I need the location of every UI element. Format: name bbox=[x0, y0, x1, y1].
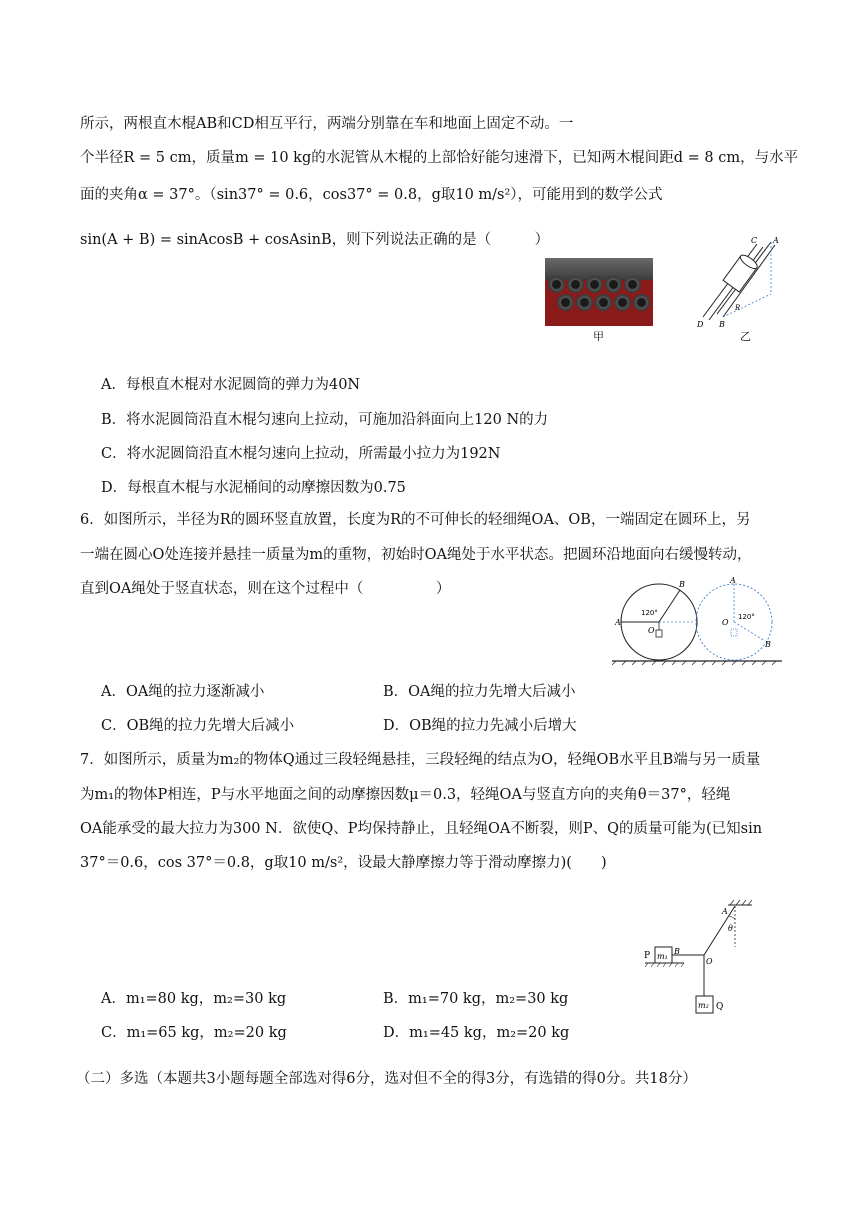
ring2-label-o: O bbox=[722, 618, 729, 627]
q6-text-line-1: 6．如图所示，半径为R的圆环竖直放置，长度为R的不可伸长的轻细绳OA、OB，一端固定在圆环上，另 bbox=[80, 512, 751, 528]
ring-angle-label: 120° bbox=[641, 609, 658, 617]
knot-label-m2: m₂ bbox=[698, 1001, 709, 1010]
q7-option-c[interactable]: C．m₁=65 kg，m₂=20 kg bbox=[101, 1025, 287, 1041]
q7-text-line-1: 7．如图所示，质量为m₂的物体Q通过三段轻绳悬挂，三段轻绳的结点为O，轻绳OB水平且B端与另一质量 bbox=[80, 752, 761, 768]
fig-b-letter-a: A bbox=[773, 236, 779, 245]
knot-label-o: O bbox=[706, 957, 713, 966]
q5-option-a[interactable]: A．每根直木棍对水泥圆筒的弹力为40N bbox=[101, 377, 361, 393]
q7-option-a[interactable]: A．m₁=80 kg，m₂=30 kg bbox=[101, 991, 287, 1007]
q7-option-b[interactable]: B．m₁=70 kg，m₂=30 kg bbox=[383, 991, 569, 1007]
fig-b-letter-r: R bbox=[735, 304, 741, 312]
q5-option-c[interactable]: C．将水泥圆筒沿直木棍匀速向上拉动，所需最小拉力为192N bbox=[101, 446, 501, 462]
ring2-label-a: A bbox=[730, 576, 736, 585]
knot-label-a: A bbox=[722, 907, 728, 916]
knot-label-p: P bbox=[644, 951, 651, 961]
ring-label-o: O bbox=[648, 626, 655, 635]
knot-label-b: B bbox=[674, 947, 680, 956]
q6-text-line-2: 一端在圆心O处连接并悬挂一质量为m的重物，初始时OA绳处于水平状态。把圆环沿地面向右缓慢转动， bbox=[80, 547, 752, 563]
q6-option-a[interactable]: A．OA绳的拉力逐渐减小 bbox=[101, 684, 265, 700]
ring-angle-label-2: 120° bbox=[738, 613, 755, 621]
q5-text-line-3: 面的夹角α = 37°。（sin37° = 0.6，cos37° = 0.8，g取10 m/s²），可能用到的数学公式 bbox=[80, 187, 663, 203]
section-heading-multiple-choice: （二）多选（本题共3小题每题全部选对得6分，选对但不全的得3分，有选错的得0分。共18分） bbox=[76, 1071, 697, 1087]
q6-option-c[interactable]: C．OB绳的拉力先增大后减小 bbox=[101, 718, 295, 734]
ring2-label-b: B bbox=[765, 640, 771, 649]
q7-text-line-2: 为m₁的物体P相连，P与水平地面之间的动摩擦因数μ＝0.3，轻绳OA与竖直方向的夹角θ＝37°，轻绳 bbox=[80, 787, 731, 803]
knot-label-q: Q bbox=[716, 1002, 724, 1012]
fig-b-letter-b: B bbox=[719, 320, 725, 329]
fig-label-yi: 乙 bbox=[740, 330, 751, 343]
q6-option-b[interactable]: B．OA绳的拉力先增大后减小 bbox=[383, 684, 576, 700]
q5-option-d[interactable]: D．每根直木棍与水泥桶间的动摩擦因数为0.75 bbox=[101, 480, 406, 496]
q5-text-line-1: 所示，两根直木棍AB和CD相互平行，两端分别靠在车和地面上固定不动。一 bbox=[80, 116, 574, 132]
q5-option-b[interactable]: B．将水泥圆筒沿直木棍匀速向上拉动，可施加沿斜面向上120 N的力 bbox=[101, 412, 549, 428]
q7-text-line-4: 37°＝0.6，cos 37°＝0.8，g取10 m/s²，设最大静摩擦力等于滑动摩擦力)( ) bbox=[80, 855, 607, 871]
q5-text-line-2: 个半径R = 5 cm，质量m = 10 kg的水泥管从木棍的上部恰好能匀速滑下，已知两木棍间距d = 8 cm，与水平 bbox=[80, 150, 799, 166]
knot-label-m1: m₁ bbox=[657, 952, 668, 961]
q6-text-line-3: 直到OA绳处于竖直状态，则在这个过程中（ ） bbox=[80, 581, 451, 597]
ring-label-a: A bbox=[615, 618, 621, 627]
q5-text-line-4: sin(A + B) = sinAcosB + cosAsinB，则下列说法正确的是（ ） bbox=[80, 232, 550, 248]
q6-option-d[interactable]: D．OB绳的拉力先减小后增大 bbox=[383, 718, 577, 734]
q7-option-d[interactable]: D．m₁=45 kg，m₂=20 kg bbox=[383, 1025, 570, 1041]
pipes-photo bbox=[545, 258, 653, 326]
fig-b-letter-c: C bbox=[751, 236, 758, 245]
pulley-knot-diagram bbox=[640, 895, 760, 1020]
fig-b-letter-d: D bbox=[697, 320, 704, 329]
fig-label-jia: 甲 bbox=[593, 330, 604, 343]
knot-label-theta: θ bbox=[728, 924, 733, 933]
q7-text-line-3: OA能承受的最大拉力为300 N．欲使Q、P均保持静止，且轻绳OA不断裂，则P、Q的质量可能为(已知sin bbox=[80, 821, 763, 837]
inclined-rods-diagram bbox=[695, 232, 790, 332]
ring-rope-diagram bbox=[612, 575, 782, 665]
ring-label-b: B bbox=[679, 580, 685, 589]
